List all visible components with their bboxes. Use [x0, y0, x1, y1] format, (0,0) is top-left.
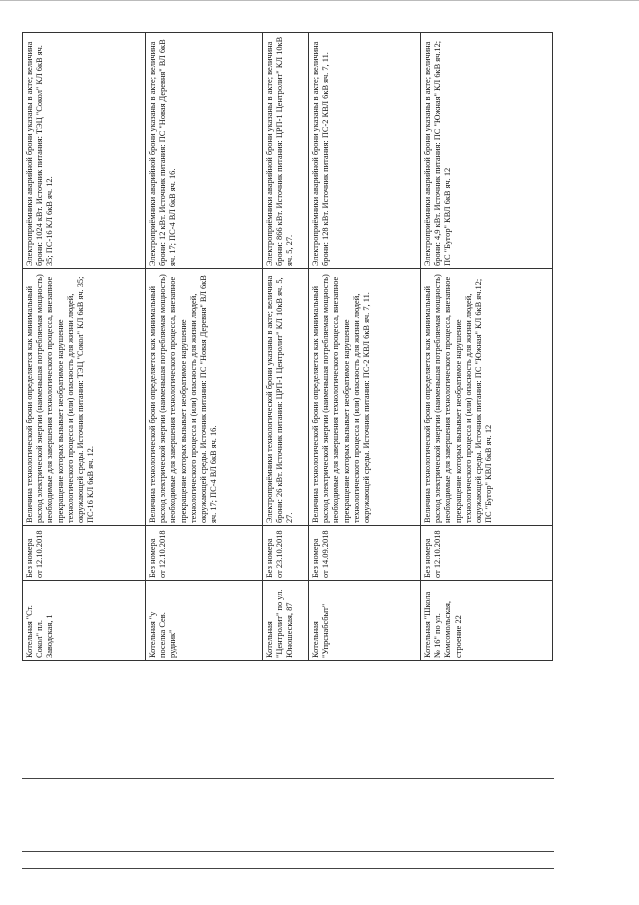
- cell-text: Электроприёмники аварийной брони указаны в акте; величина брони: 4,9 кВт. Источник питания: ПС "Южная" КЛ 6кВ яч.12; ПС "Бугор" КВЛ 6кВ яч. 12: [423, 40, 453, 266]
- cell-text: Котельная "Упрснабсбыт": [311, 603, 331, 658]
- cell-tech: [262, 268, 309, 526]
- cell-text: Величина технологической брони определяется как минимальный расход электрической энергии (наименьшая потребляемая мощность) необходимые для завершения технологического процесса, внезапное прекращение которых вызывает необратимое нарушение технологического процесса и (или) опасность для жизни людей, окружающей среды. Источник питания: ПС "Южная" КЛ 6кВ яч.12; ПС "Бугор" КВЛ 6кВ яч. 12: [423, 274, 494, 523]
- cell-text: Котельная "Центролит" по ул. Юношеская, 87: [265, 589, 295, 658]
- cell-text: Без номера от 12.10.2018: [148, 530, 168, 578]
- cell-text: Котельная "у поселка Сев. рудник": [148, 611, 178, 658]
- cell-text: Без номера от 12.10.2018: [423, 530, 443, 578]
- cell-act: [145, 525, 263, 581]
- cell-tech: [22, 268, 146, 526]
- cell-text: Электроприёмники аварийной брони указаны в акте; величина брони: 12 кВт. Источник питания: ПС "Новая Деревня" ВЛ 6кВ яч. 17; ПС-4 ВЛ 6кВ яч. 16.: [148, 39, 178, 266]
- cell-name: [22, 580, 146, 661]
- blank-line-2: [22, 851, 554, 852]
- cell-text: Величина технологической брони определяется как минимальный расход электрической энергии (наименьшая потребляемая мощность) необходимые для завершения технологического процесса, внезапное прекращение которых вызывает необратимое нарушение технологического процесса и (или) опасность для жизни людей, окружающей среды. Источник питания: ПС "Новая Деревня" ВЛ 6кВ яч. 17; ПС-4 ВЛ 6кВ яч. 16.: [148, 274, 219, 523]
- cell-text: Электроприёмники аварийной брони указаны в акте; величина брони: 1024 кВт. Источник питания: ТЭЦ "Сокол" КЛ 6кВ яч. 35; ПС-16 КЛ 6кВ яч. 12.: [25, 41, 55, 266]
- cell-name: [262, 580, 309, 661]
- cell-emer: [22, 32, 146, 269]
- cell-text: Без номера от 23.10.2018: [265, 530, 285, 578]
- blank-line-1: [22, 868, 554, 869]
- cell-emer: [308, 32, 421, 269]
- cell-act: [420, 525, 553, 581]
- cell-text: Электроприёмники аварийной брони указаны в акте; величина брони: 128 кВт. Источник питания: ПС-2 КВЛ 6кВ яч. 7, 11.: [311, 41, 331, 266]
- cell-name: [308, 580, 421, 661]
- cell-text: Величина технологической брони определяется как минимальный расход электрической энергии (наименьшая потребляемая мощность) необходимые для завершения технологического процесса, внезапное прекращение которых вызывает необратимое нарушение технологического процесса и (или) опасность для жизни людей, окружающей среды. Источник питания: ТЭЦ "Сокол" КЛ 6кВ яч. 35; ПС-16 КЛ 6кВ яч. 12.: [25, 274, 96, 523]
- cell-name: [145, 580, 263, 661]
- cell-emer: [262, 32, 309, 269]
- cell-act: [262, 525, 309, 581]
- cell-text: Котельная "Школа № 16" по ул. Комсомольская, строение 22: [423, 591, 463, 658]
- cell-act: [22, 525, 146, 581]
- cell-tech: [420, 268, 553, 526]
- cell-name: [420, 580, 553, 661]
- cell-text: Котельная "Ст. Сокол" пл. Заводская, 1: [25, 605, 55, 658]
- cell-text: Величина технологической брони определяется как минимальный расход электрической энергии (наименьшая потребляемая мощность) необходимые для завершения технологического процесса, внезапное прекращение которых вызывает необратимое нарушение технологического процесса и (или) опасность для жизни людей, окружающей среды. Источник питания: ПС-2 КВЛ 6кВ яч. 7, 11.: [311, 274, 372, 523]
- cell-text: Электроприёмники технологической брони указаны в акте; величина брони: 26 кВт. Источник питания: ЦРП-1 Центролит" КЛ 10кВ яч. 5, 27.: [265, 275, 295, 523]
- cell-emer: [145, 32, 263, 269]
- cell-text: Без номера от 12.10.2018: [25, 530, 45, 578]
- cell-tech: [308, 268, 421, 526]
- blank-line-3: [22, 778, 554, 779]
- cell-tech: [145, 268, 263, 526]
- cell-text: Электроприёмники аварийной брони указаны в акте; величина брони: 866 кВт. Источник питания: ЦРП-1 Центролит" КЛ 10кВ яч. 5, 27.: [265, 36, 295, 266]
- cell-act: [308, 525, 421, 581]
- cell-text: Без номера от 14.09.2018: [311, 530, 331, 578]
- cell-emer: [420, 32, 553, 269]
